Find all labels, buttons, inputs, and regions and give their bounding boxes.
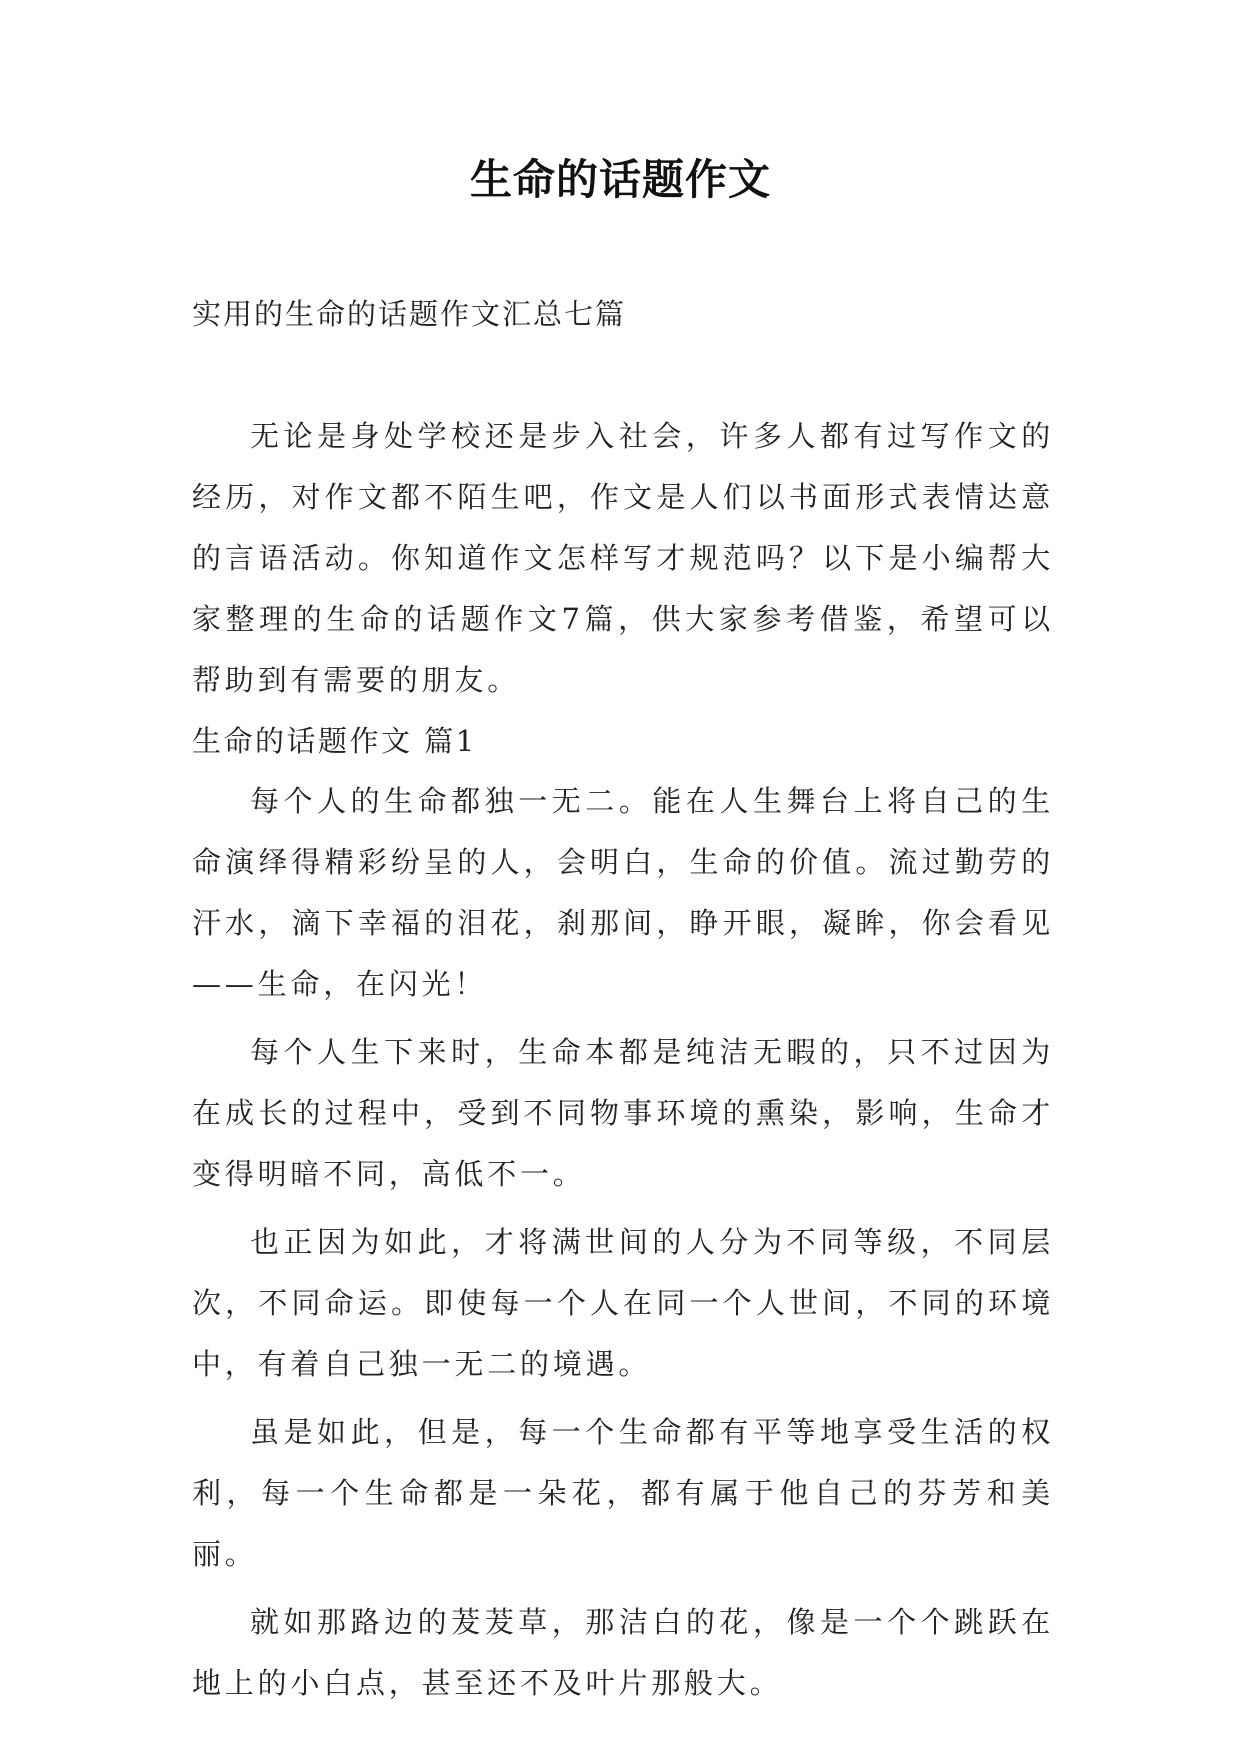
document-body: [192, 406, 1054, 1714]
body-paragraph: 虽是如此，但是，每一个生命都有平等地享受生活的权利，每一个生命都是一朵花，都有属于他自己的芬芳和美丽。: [192, 1415, 1054, 1571]
document-title: 生命的话题作文: [469, 155, 771, 204]
document-subtitle: 实用的生命的话题作文汇总七篇: [192, 297, 627, 331]
body-paragraph: 每个人生下来时，生命本都是纯洁无暇的，只不过因为在成长的过程中，受到不同物事环境的熏染，影响，生命才变得明暗不同，高低不一。: [192, 1035, 1054, 1191]
body-paragraph: 也正因为如此，才将满世间的人分为不同等级，不同层次，不同命运。即使每一个人在同一个人世间，不同的环境中，有着自己独一无二的境遇。: [192, 1225, 1054, 1381]
section-heading: 生命的话题作文 篇1: [192, 724, 477, 758]
body-paragraph: 就如那路边的茇茇草，那洁白的花，像是一个个跳跃在地上的小白点，甚至还不及叶片那般大。: [192, 1605, 1054, 1700]
intro-paragraph: 无论是身处学校还是步入社会，许多人都有过写作文的经历，对作文都不陌生吧，作文是人们以书面形式表情达意的言语活动。你知道作文怎样写才规范吗？以下是小编帮大家整理的生命的话题作文7篇，供大家参考借鉴，希望可以帮助到有需要的朋友。: [192, 419, 1054, 697]
body-paragraph: 每个人的生命都独一无二。能在人生舞台上将自己的生命演绎得精彩纷呈的人，会明白，生命的价值。流过勤劳的汗水，滴下幸福的泪花，刹那间，睁开眼，凝眸，你会看见——生命，在闪光！: [192, 784, 1054, 1001]
